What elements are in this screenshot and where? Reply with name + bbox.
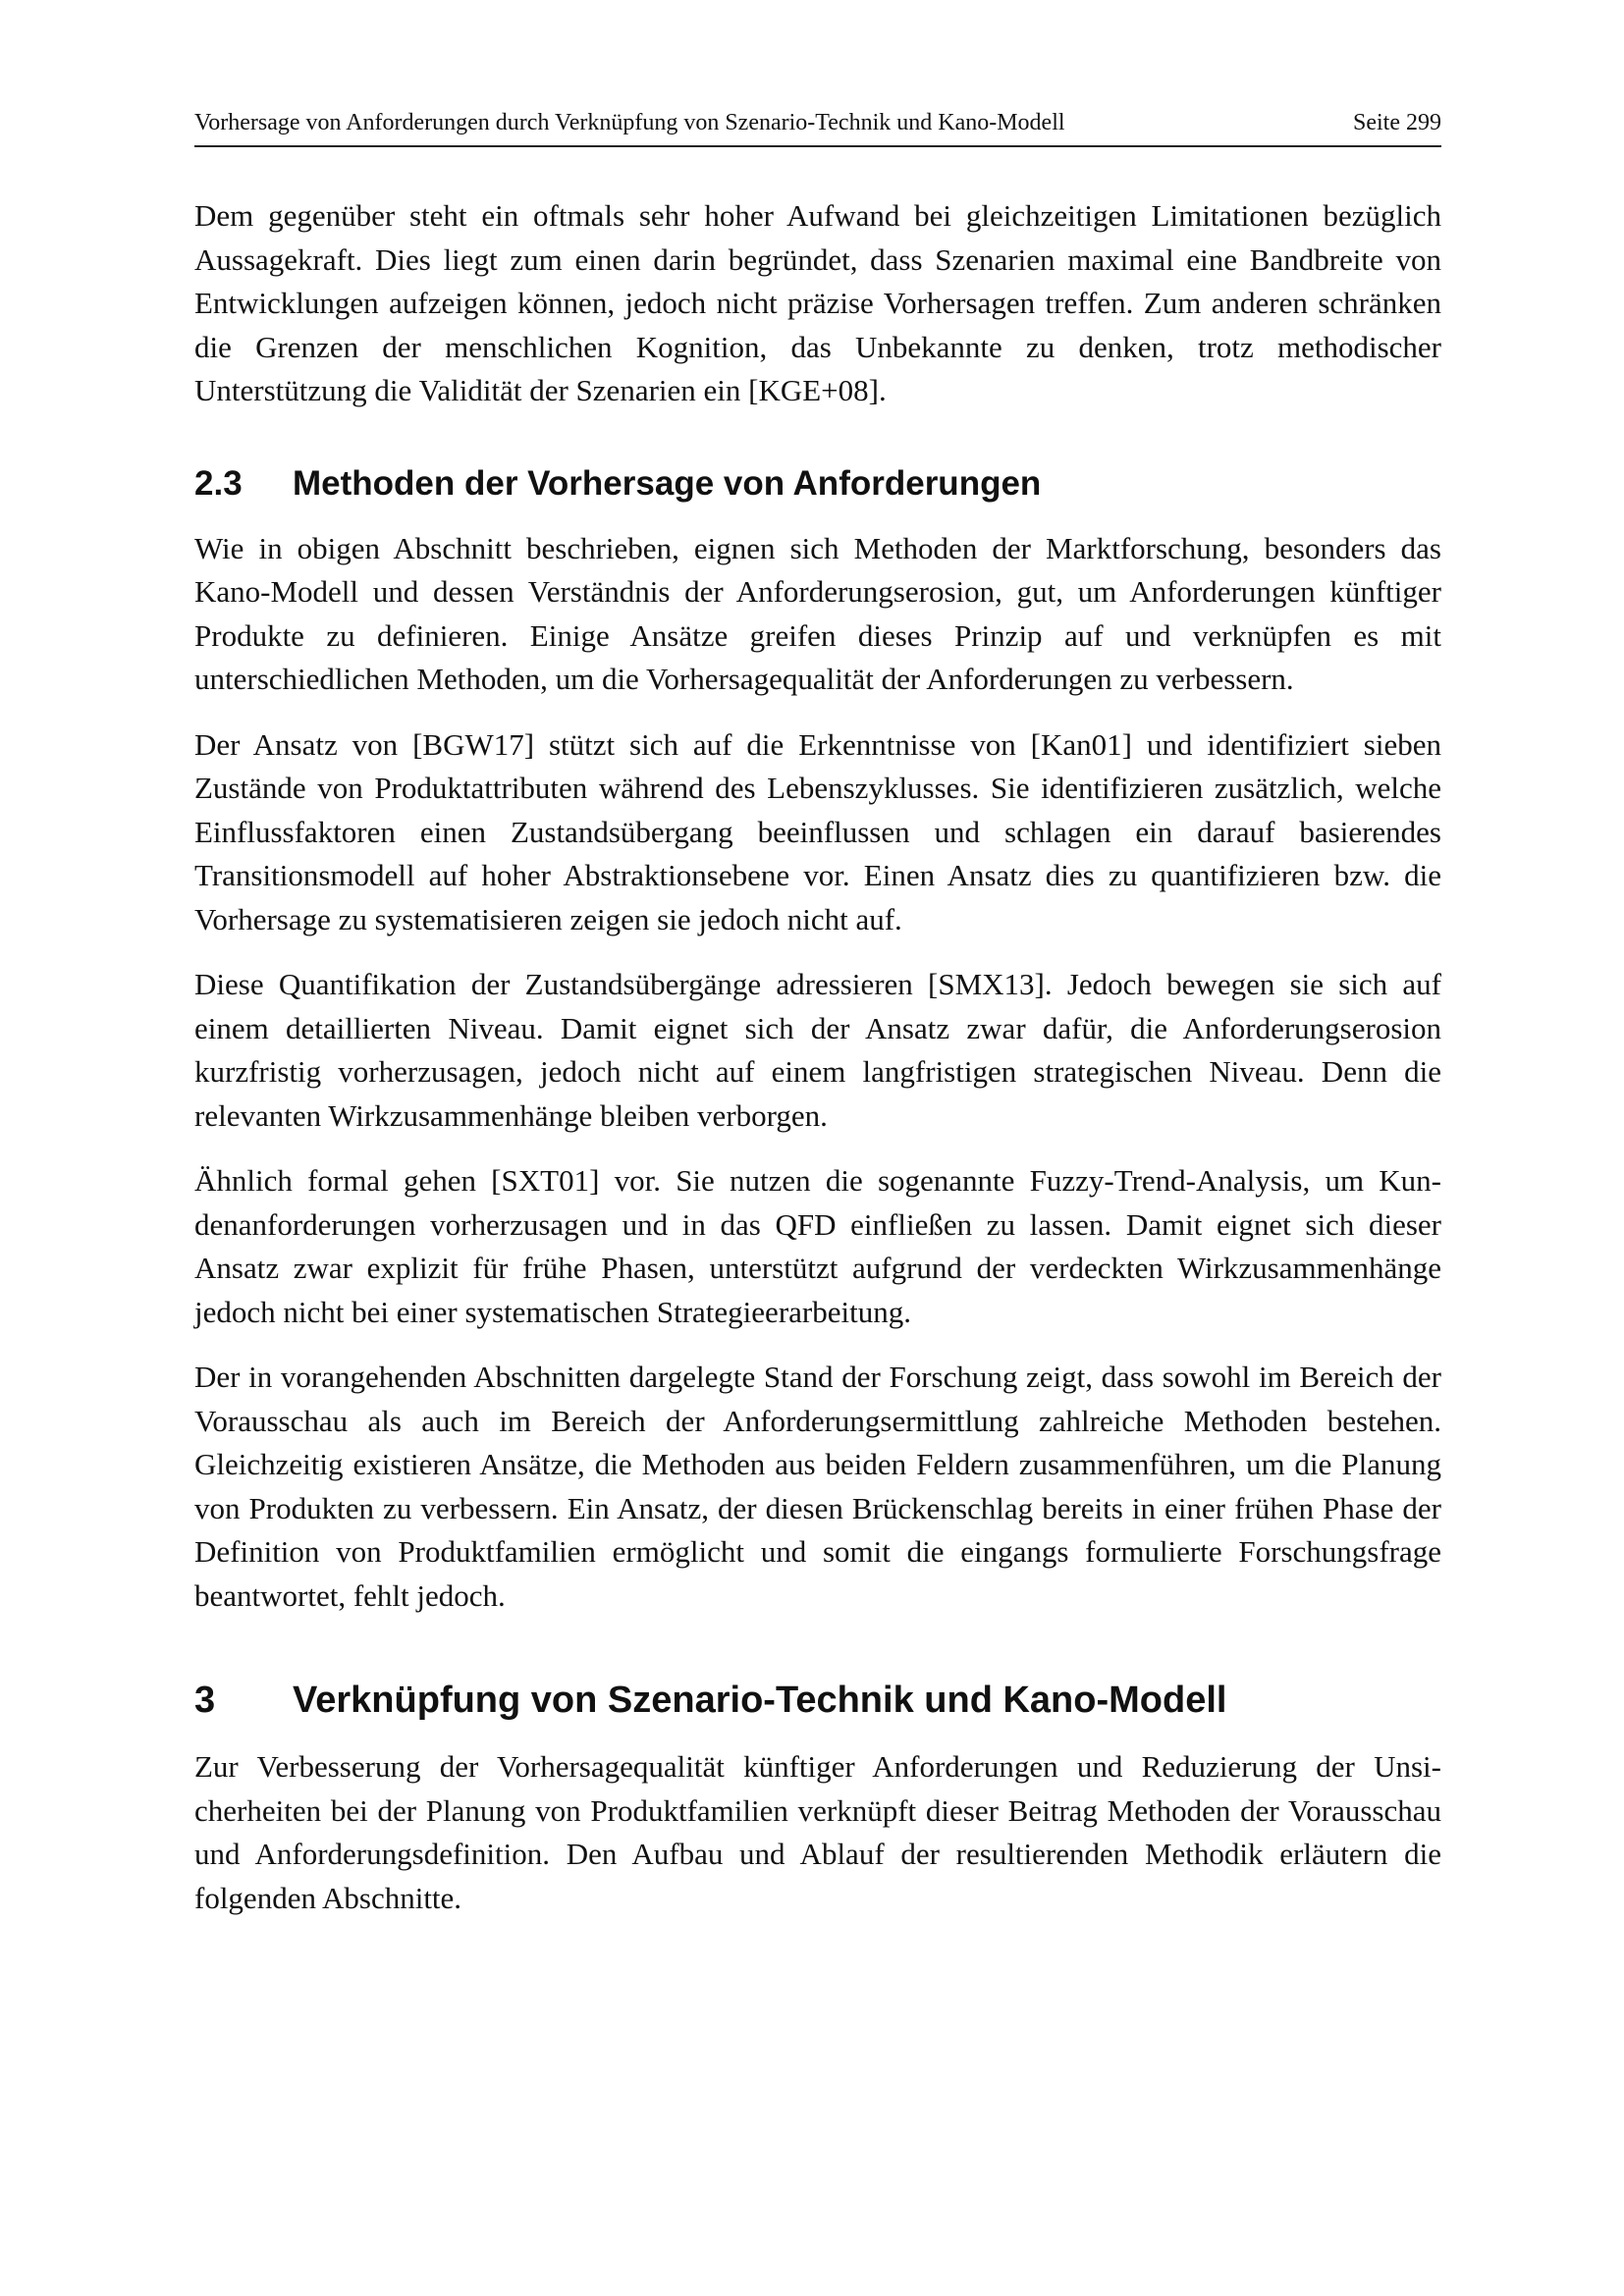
- running-header-title: Vorhersage von Anforderungen durch Verknüpfung von Szenario-Technik und Kano-Modell: [194, 110, 1065, 135]
- page-number: Seite 299: [1353, 110, 1441, 135]
- running-header: [194, 106, 1441, 147]
- chapter-title: Verknüpfung von Szenario-Technik und Kano-Modell: [293, 1680, 1227, 1721]
- paragraph: Der Ansatz von [BGW17] stützt sich auf die Erkenntnisse von [Kan01] und identifiziert sieben Zustände von Produktattributen während des Lebenszyklusses. Sie identifizieren zusätzlich, welche Einflussfaktoren einen Zustandsübergang beeinflussen und schlagen ein darauf basierendes Transitionsmodell auf hoher Abstraktionsebene vor. Einen Ansatz dies zu quantifizieren bzw. die Vorhersage zu systematisieren zeigen sie jedoch nicht auf.: [194, 726, 1441, 936]
- intro-paragraph: Dem gegenüber steht ein oftmals sehr hoher Aufwand bei gleichzeitigen Limitationen bezüglich Aussagekraft. Dies liegt zum einen darin begründet, dass Szenarien maximal eine Bandbreite von Entwicklungen aufzeigen können, jedoch nicht präzise Vorhersagen treffen. Zum anderen schränken die Grenzen der menschlichen Kognition, das Unbekannte zu denken, trotz methodischer Unterstützung die Validität der Szenarien ein [KGE+08].: [194, 198, 1441, 407]
- chapter-number: 3: [194, 1680, 216, 1721]
- paragraph: Zur Verbesserung der Vorhersagequalität künftiger Anforderungen und Reduzierung der Unsicherheiten bei der Planung von Produktfamilien verknüpft dieser Beitrag Methoden der Vorausschau und Anforderungsdefinition. Den Aufbau und Ablauf der resultierenden Methodik erläutern die folgenden Abschnitte.: [194, 1749, 1441, 1915]
- section-title: Methoden der Vorhersage von Anforderungen: [293, 463, 1042, 503]
- section-number: 2.3: [194, 463, 243, 503]
- paragraph: Ähnlich formal gehen [SXT01] vor. Sie nutzen die sogenannte Fuzzy-Trend-Analysis, um Kundenanforderungen vorherzusagen und in das QFD einfließen zu lassen. Damit eignet sich dieser Ansatz zwar explizit für frühe Phasen, unterstützt aufgrund der verdeckten Wirkzusammenhänge jedoch nicht bei einer systematischen Strategieerarbeitung.: [194, 1163, 1441, 1329]
- paragraph: Wie in obigen Abschnitt beschrieben, eignen sich Methoden der Marktforschung, besonders das Kano-Modell und dessen Verständnis der Anforderungserosion, gut, um Anforderungen künftiger Produkte zu definieren. Einige Ansätze greifen dieses Prinzip auf und verknüpfen es mit unterschiedlichen Methoden, um die Vorhersagequalität der Anforderungen zu verbessern.: [194, 530, 1441, 696]
- body-text: [194, 194, 1441, 1920]
- chapter-heading-3: [194, 1677, 1441, 1724]
- paragraph: Der in vorangehenden Abschnitten dargelegte Stand der Forschung zeigt, dass sowohl im Bereich der Vorausschau als auch im Bereich der Anforderungsermittlung zahlreiche Methoden bestehen. Gleichzeitig existieren Ansätze, die Methoden aus beiden Feldern zusammenführen, um die Planung von Produkten zu verbessern. Ein Ansatz, der diesen Brückenschlag bereits in einer frühen Phase der Definition von Produktfamilien ermöglicht und somit die eingangs formulierte Forschungsfrage beantwortet, fehlt jedoch.: [194, 1360, 1441, 1613]
- paragraph: Diese Quantifikation der Zustandsübergänge adressieren [SMX13]. Jedoch bewegen sie sich auf einem detaillierten Niveau. Damit eignet sich der Ansatz zwar dafür, die Anforderungserosion kurzfristig vorherzusagen, jedoch nicht auf einem langfristigen strategischen Niveau. Denn die relevanten Wirkzusammenhänge bleiben verborgen.: [194, 967, 1441, 1133]
- section-heading-2-3: [194, 462, 1441, 506]
